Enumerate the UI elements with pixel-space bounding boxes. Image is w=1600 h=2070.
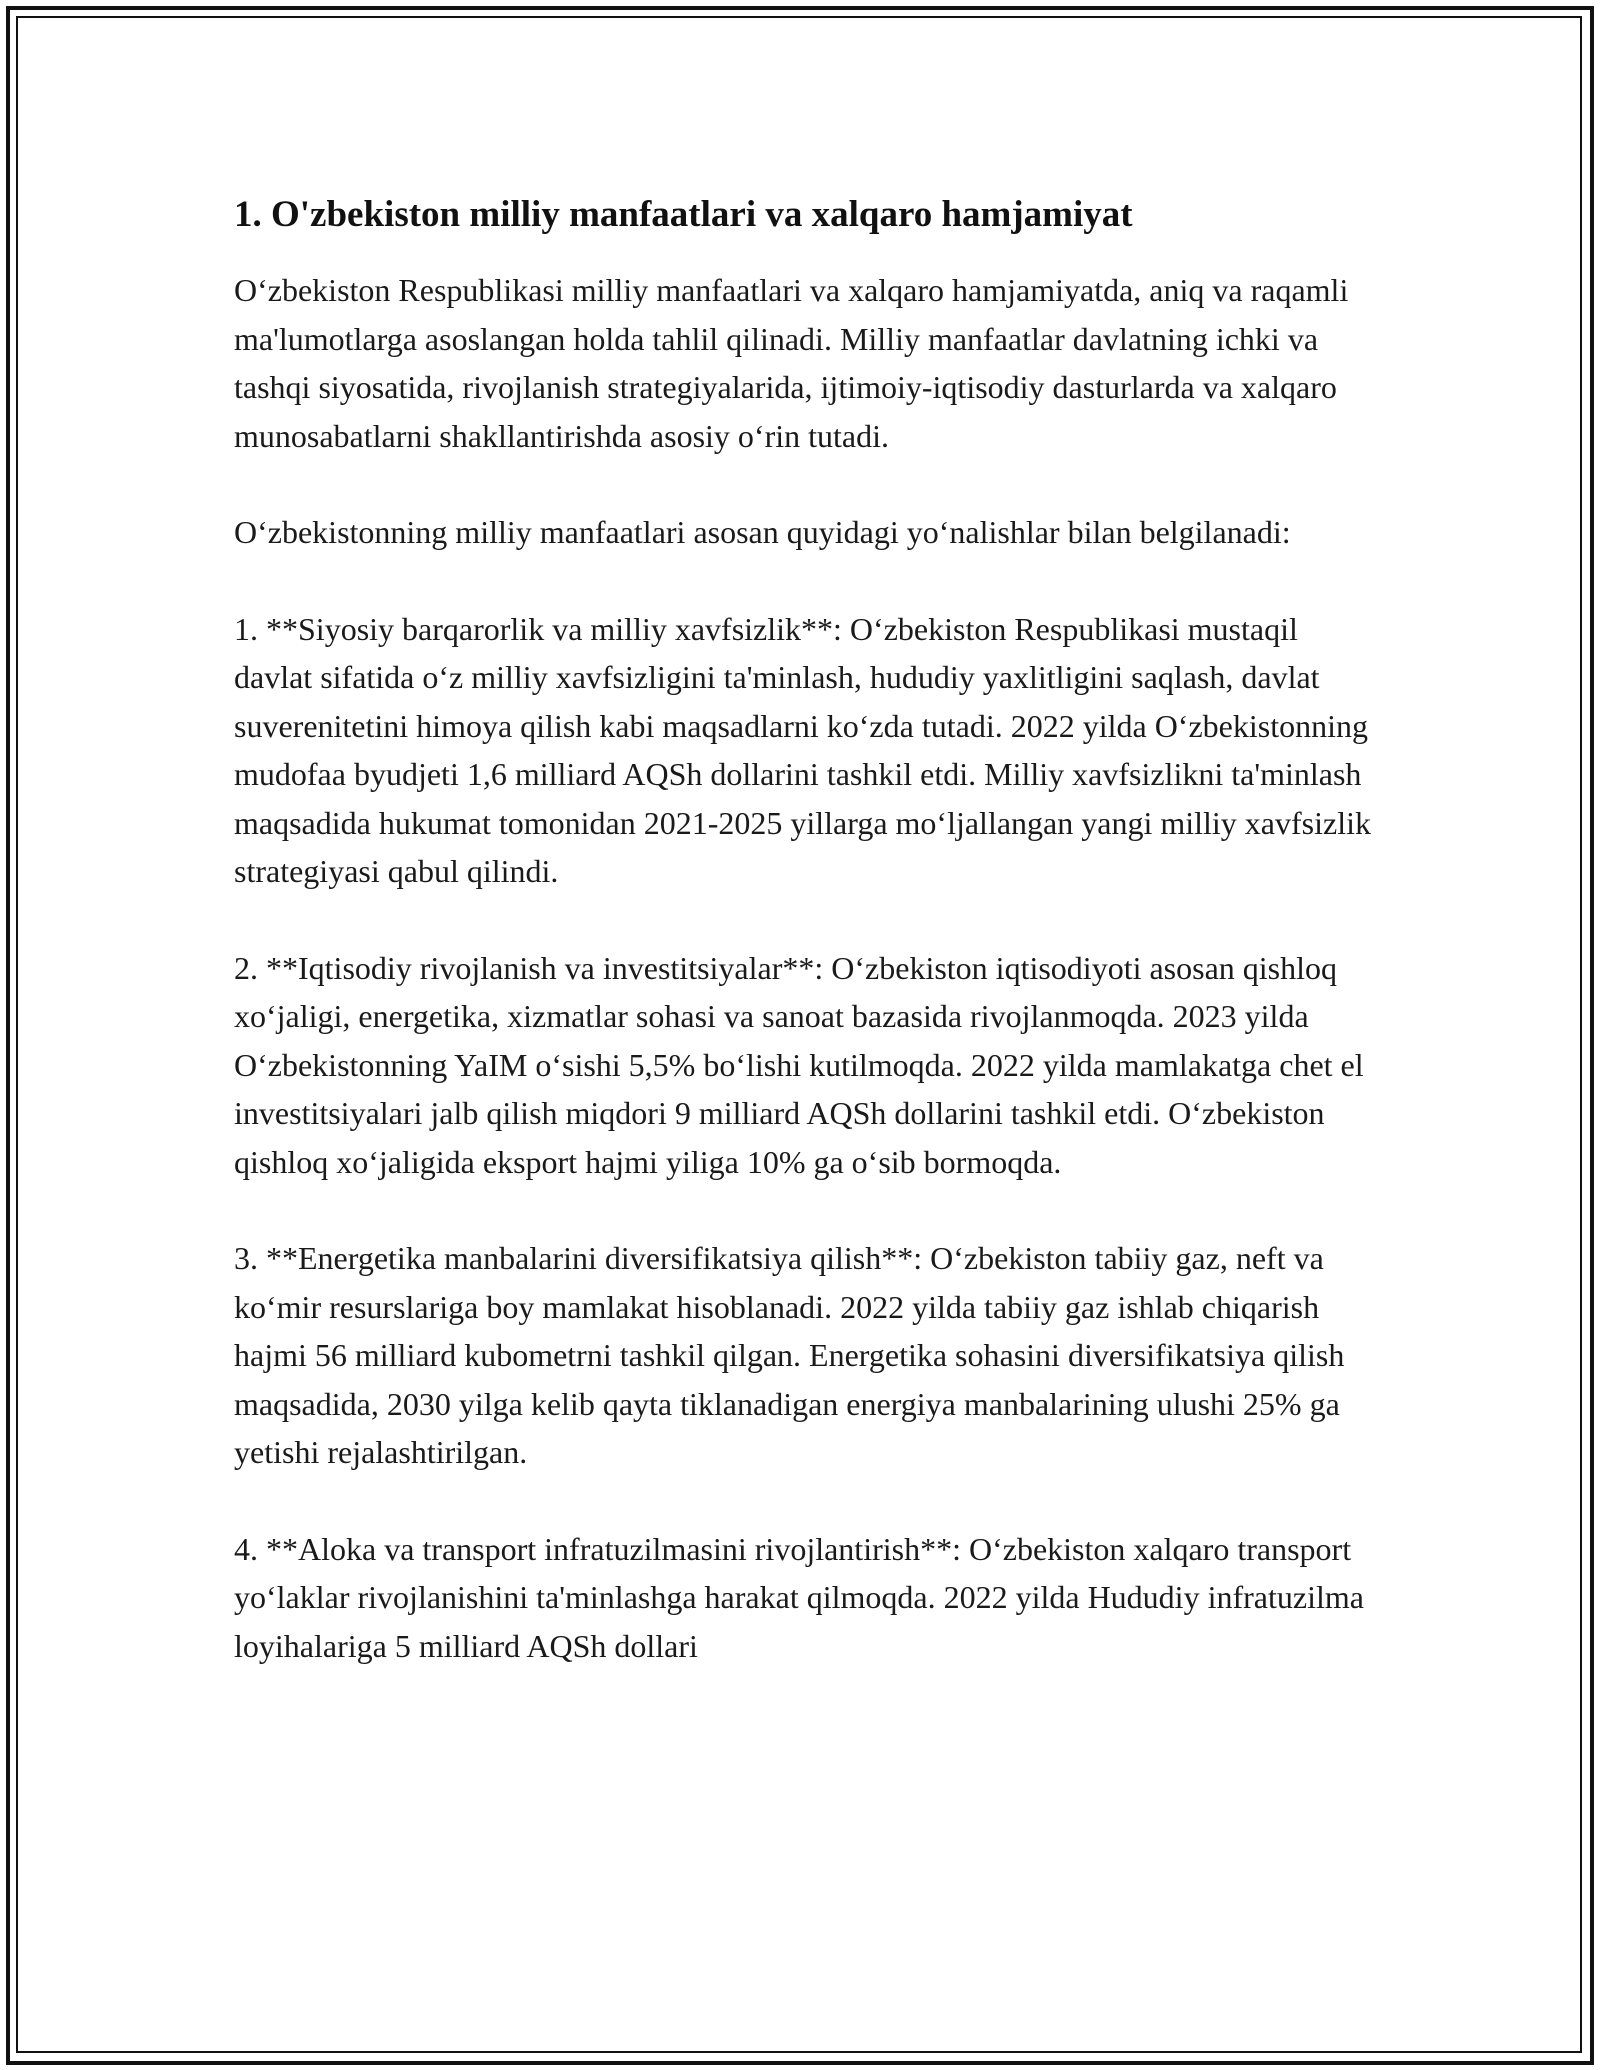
list-item-transport-infrastructure: 4. **Aloka va transport infratuzilmasini rivojlantirish**: O‘zbekiston xalqaro transport yo‘laklar rivojlanishini ta'minlashga harakat qilmoqda. 2022 yilda Hududiy infratuzilma loyihalariga 5 milliard AQSh dollari [234,1530,1364,1664]
intro-paragraph: O‘zbekiston Respublikasi milliy manfaatlari va xalqaro hamjamiyatda, aniq va raqamli ma'lumotlarga asoslangan holda tahlil qilinadi. Milliy manfaatlar davlatning ichki va tashqi siyosatida, rivojlanish strategiyalarida, ijtimoiy-iqtisodiy dasturlarda va xalqaro munosabatlarni shakllantirishda asosiy o‘rin tutadi. [234,272,1349,454]
list-item-economic-development: 2. **Iqtisodiy rivojlanish va investitsiyalar**: O‘zbekiston iqtisodiyoti asosan qishloq xo‘jaligi, energetika, xizmatlar sohasi va sanoat bazasida rivojlanmoqda. 2023 yilda O‘zbekistonning YaIM o‘sishi 5,5% bo‘lishi kutilmoqda. 2022 yilda mamlakatga chet el investitsiyalari jalb qilish miqdori 9 milliard AQSh dollarini tashkil etdi. O‘zbekiston qishloq xo‘jaligida eksport hajmi yiliga 10% ga o‘sib bormoqda. [234,949,1364,1180]
document-page [234,188,1374,1718]
list-item-political-stability: 1. **Siyosiy barqarorlik va milliy xavfsizlik**: O‘zbekiston Respublikasi mustaqil davlat sifatida o‘z milliy xavfsizligini ta'minlash, hududiy yaxlitligini saqlash, davlat suverenitetini himoya qilish kabi maqsadlarni ko‘zda tutadi. 2022 yilda O‘zbekistonning mudofaa byudjeti 1,6 milliard AQSh dollarini tashkil etdi. Milliy xavfsizlikni ta'minlash maqsadida hukumat tomonidan 2021-2025 yillarga mo‘ljallangan yangi milliy xavfsizlik strategiyasi qabul qilindi. [234,610,1371,889]
list-item-energy-diversification: 3. **Energetika manbalarini diversifikatsiya qilish**: O‘zbekiston tabiiy gaz, neft va ko‘mir resurslariga boy mamlakat hisoblanadi. 2022 yilda tabiiy gaz ishlab chiqarish hajmi 56 milliard kubometrni tashkil qilgan. Energetika sohasini diversifikatsiya qilish maqsadida, 2030 yilga kelib qayta tiklanadigan energiya manbalarining ulushi 25% ga yetishi rejalashtirilgan. [234,1240,1345,1470]
list-intro-paragraph: O‘zbekistonning milliy manfaatlari asosan quyidagi yo‘nalishlar bilan belgilanadi: [234,514,1291,550]
document-title: 1. O'zbekiston milliy manfaatlari va xalqaro hamjamiyat [234,194,1133,235]
